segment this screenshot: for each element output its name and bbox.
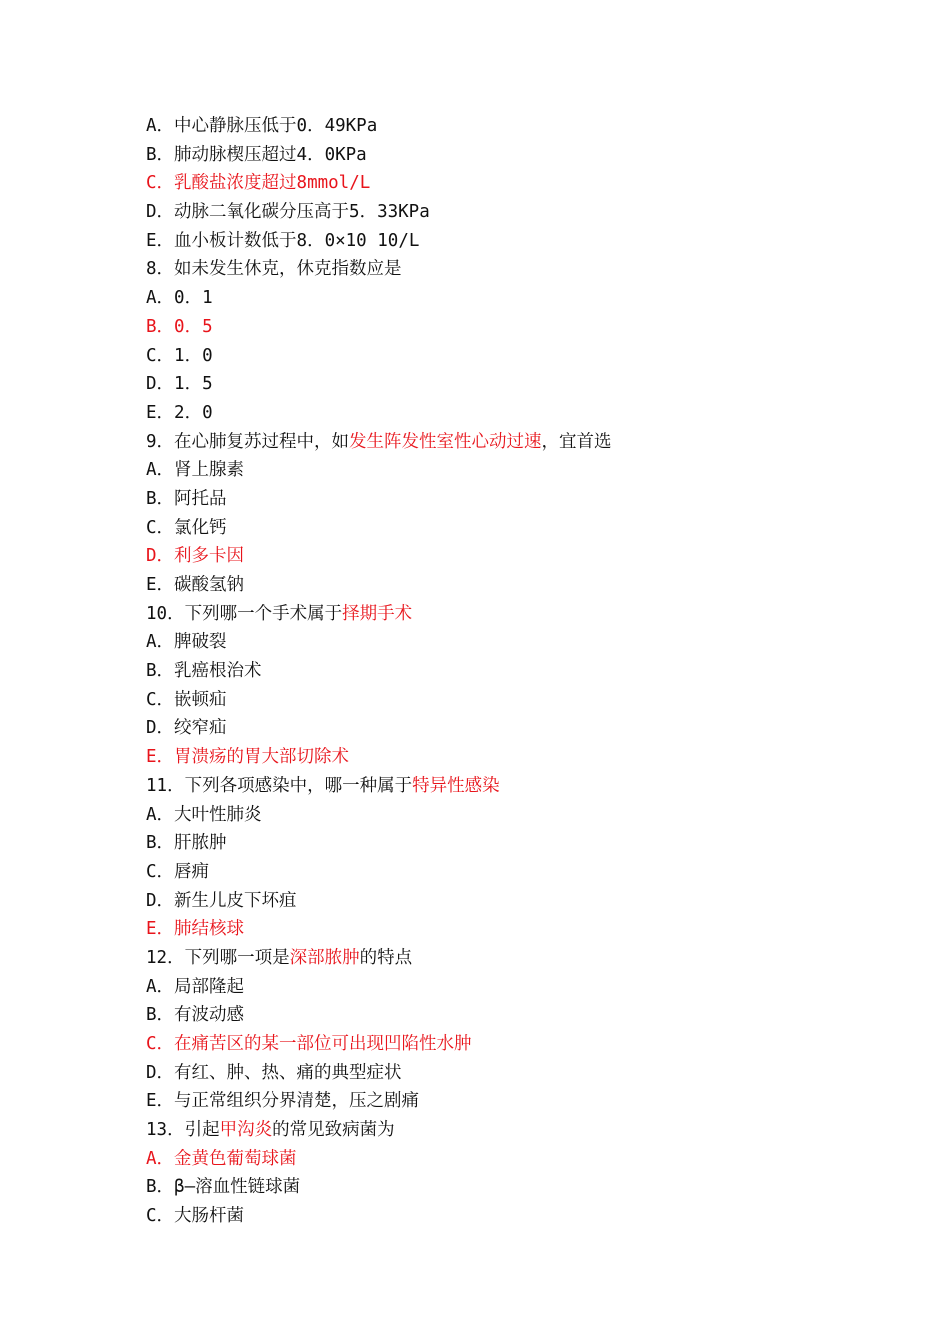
text-line	[146, 772, 866, 801]
highlighted-text: C．在痛苦区的某一部位可出现凹陷性水肿	[146, 1034, 472, 1054]
text-line	[146, 657, 866, 686]
text-line	[146, 944, 866, 973]
highlighted-text: A．金黄色葡萄球菌	[146, 1148, 297, 1169]
line-text: C．氯化钙	[146, 517, 227, 538]
text-line	[146, 1001, 866, 1030]
text-line	[146, 1087, 866, 1116]
line-text: B．肺动脉楔压超过4．0KPa	[146, 144, 367, 165]
line-text: 8．如未发生休克，休克指数应是	[146, 259, 402, 280]
line-text: C．大肠杆菌	[146, 1206, 245, 1227]
text-line	[146, 542, 866, 571]
text-line	[146, 628, 866, 657]
line-text: A．大叶性肺炎	[146, 804, 262, 825]
text-line	[146, 801, 866, 830]
text-line	[146, 141, 866, 170]
text-line	[146, 169, 866, 198]
text-line	[146, 743, 866, 772]
line-text: E．2．0	[146, 402, 213, 423]
line-text: B．β—溶血性链球菌	[146, 1177, 301, 1198]
text-line	[146, 858, 866, 887]
line-text: 9．在心肺复苏过程中，如	[146, 431, 350, 452]
text-line	[146, 1145, 866, 1174]
line-text: 13．引起	[146, 1120, 220, 1141]
text-line	[146, 686, 866, 715]
line-text: C．嵌顿疝	[146, 689, 227, 710]
highlighted-text: B．0．5	[146, 316, 213, 337]
highlighted-text: E．胃溃疡的胃大部切除术	[146, 747, 350, 768]
text-line	[146, 829, 866, 858]
line-text: E．碳酸氢钠	[146, 575, 245, 595]
line-text: D．动脉二氧化碳分压高于5．33KPa	[146, 202, 430, 223]
line-text: D．有红、肿、热、痛的典型症状	[146, 1062, 402, 1083]
line-text: A．肾上腺素	[146, 460, 245, 481]
highlighted-text: D．利多卡因	[146, 546, 245, 567]
highlighted-text: 发生阵发性室性心动过速	[349, 431, 542, 452]
text-line	[146, 571, 866, 600]
line-text: B．有波动感	[146, 1005, 245, 1026]
highlighted-text: E．肺结核球	[146, 919, 245, 940]
text-line	[146, 198, 866, 227]
line-text: B．乳癌根治术	[146, 661, 262, 682]
line-text: 10．下列哪一个手术属于	[146, 603, 343, 624]
text-line	[146, 1030, 866, 1059]
line-text: C．唇痈	[146, 861, 210, 882]
line-text: B．肝脓肿	[146, 833, 227, 854]
text-line	[146, 456, 866, 485]
highlighted-text: 择期手术	[342, 603, 413, 624]
highlighted-text: 特异性感染	[412, 775, 500, 796]
line-text: A．局部隆起	[146, 976, 245, 997]
text-line	[146, 973, 866, 1002]
text-line	[146, 1116, 866, 1145]
line-text: D．1．5	[146, 374, 213, 395]
text-line	[146, 887, 866, 916]
line-text: 的常见致病菌为	[272, 1120, 395, 1141]
text-line	[146, 370, 866, 399]
document-page	[146, 112, 866, 1231]
text-line	[146, 313, 866, 342]
line-text: 12．下列哪一项是	[146, 947, 290, 968]
line-text: C．1．0	[146, 345, 213, 366]
text-line	[146, 227, 866, 256]
line-text: A．0．1	[146, 288, 213, 309]
line-text: E．血小板计数低于8．0×10 10/L	[146, 230, 420, 251]
text-line	[146, 915, 866, 944]
line-text: D．新生儿皮下坏疽	[146, 890, 297, 911]
highlighted-text: 甲沟炎	[219, 1120, 273, 1141]
line-text: A．脾破裂	[146, 632, 227, 653]
text-line	[146, 514, 866, 543]
text-line	[146, 485, 866, 514]
text-line	[146, 284, 866, 313]
text-line	[146, 112, 866, 141]
text-line	[146, 399, 866, 428]
text-line	[146, 1059, 866, 1088]
text-line	[146, 342, 866, 371]
line-text: B．阿托品	[146, 488, 227, 509]
line-text: A．中心静脉压低于0．49KPa	[146, 116, 378, 136]
text-line	[146, 714, 866, 743]
line-text: ，宜首选	[541, 431, 612, 452]
text-line	[146, 1173, 866, 1202]
line-text: E．与正常组织分界清楚，压之剧痛	[146, 1091, 420, 1112]
highlighted-text: C．乳酸盐浓度超过8mmol/L	[146, 173, 371, 194]
text-line	[146, 428, 866, 457]
line-text: 11．下列各项感染中，哪一种属于	[146, 775, 413, 796]
text-line	[146, 255, 866, 284]
text-line	[146, 1202, 866, 1231]
highlighted-text: 深部脓肿	[289, 947, 360, 968]
line-text: 的特点	[359, 947, 413, 968]
text-line	[146, 600, 866, 629]
line-text: D．绞窄疝	[146, 718, 227, 739]
